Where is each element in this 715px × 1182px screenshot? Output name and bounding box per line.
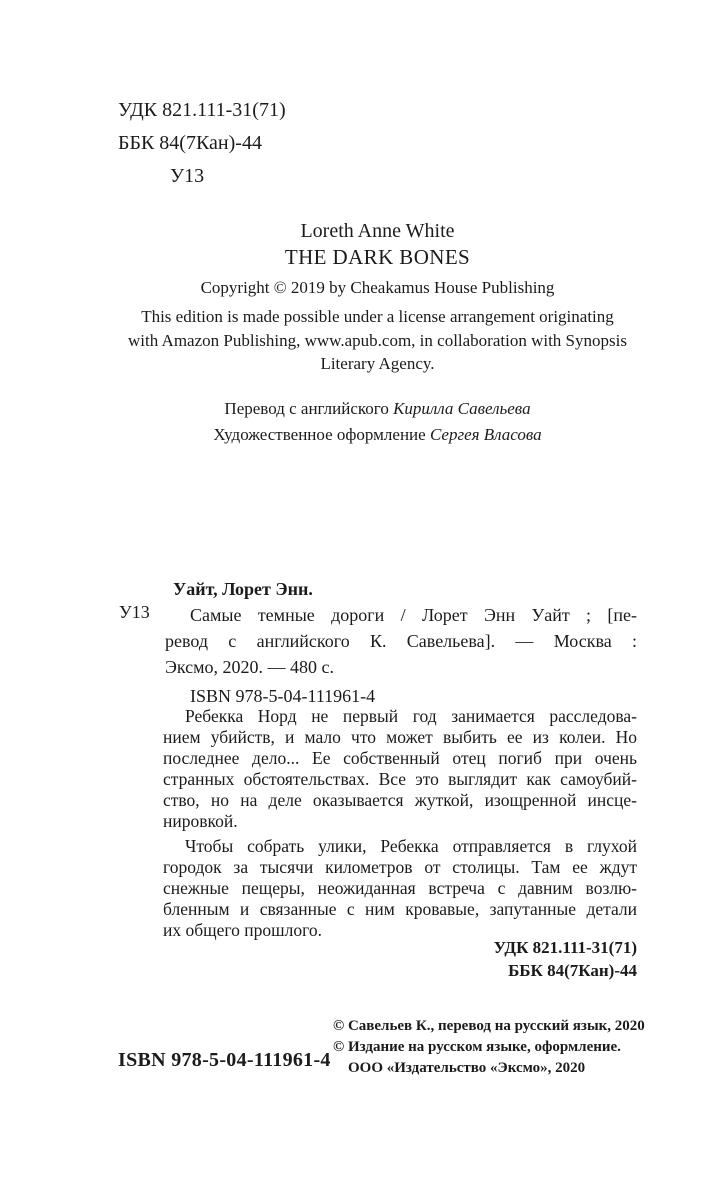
design-credit	[118, 422, 637, 448]
translation-label: Перевод с английского	[224, 399, 389, 418]
catalog-description-line: Эксмо, 2020. — 480 с.	[165, 657, 335, 677]
annotation-line: нием убийств, и мало что может выбить ее из колеи. Но	[163, 727, 637, 747]
annotation-line: снежные пещеры, неожиданная встреча с давним возлю-	[163, 878, 637, 898]
udc-code-bottom: УДК 821.111-31(71)	[493, 938, 637, 957]
annotation-line: последнее дело... Ее собственный отец погиб при очень	[163, 748, 637, 768]
license-line: This edition is made possible under a license arrangement originating	[141, 307, 614, 326]
author-sign-catalog: У13	[119, 602, 150, 622]
original-edition-block	[118, 218, 637, 376]
credits-block	[118, 396, 637, 448]
license-notice	[118, 305, 637, 376]
annotation-paragraph-1	[163, 706, 637, 832]
annotation-line: бленным и связанные с ним кровавые, запутанные детали	[163, 899, 637, 919]
original-author: Loreth Anne White	[300, 220, 455, 242]
original-title: THE DARK BONES	[284, 245, 471, 269]
annotation-paragraph-2	[163, 836, 637, 941]
copyright-translation: © Савельев К., перевод на русский язык, 2020	[333, 1018, 645, 1034]
bbk-code-top: ББК 84(7Кан)-44	[118, 132, 262, 154]
annotation-line: странных обстоятельствах. Все это выглядит как самоубий-	[163, 769, 637, 789]
catalog-author-heading: Уайт, Лорет Энн.	[173, 579, 313, 599]
license-line: with Amazon Publishing, www.apub.com, in collaboration with Synopsis	[128, 330, 627, 350]
annotation-line: их общего прошлого.	[163, 920, 322, 940]
annotation-line: ство, но на деле оказывается жуткой, изощренной инсце-	[163, 790, 637, 810]
annotation-line: Ребекка Норд не первый год занимается расследова-	[185, 706, 637, 726]
original-copyright: Copyright © 2019 by Cheakamus House Publishing	[200, 278, 555, 297]
annotation-block	[163, 706, 637, 941]
translation-credit	[118, 396, 637, 422]
annotation-line: Чтобы собрать улики, Ребекка отправляется в глухой	[185, 836, 637, 856]
classification-codes-top	[118, 94, 286, 193]
copyright-publisher: ООО «Издательство «Эксмо», 2020	[348, 1060, 586, 1076]
catalog-isbn: ISBN 978-5-04-111961-4	[190, 686, 376, 706]
bbk-code-bottom: ББК 84(7Кан)-44	[508, 961, 637, 980]
annotation-line: городок за тысячи километров от столицы. Там ее ждут	[163, 857, 637, 877]
catalog-description-line: Самые темные дороги / Лорет Энн Уайт ; [пе-	[190, 605, 637, 625]
footer-copyright-block	[333, 1016, 645, 1079]
catalog-description-line: ревод с английского К. Савельева]. — Москва :	[165, 631, 637, 651]
annotation-line: нировкой.	[163, 811, 238, 831]
classification-codes-bottom	[165, 936, 637, 982]
footer-isbn: ISBN 978-5-04-111961-4	[118, 1049, 331, 1071]
udc-code-top: УДК 821.111-31(71)	[118, 99, 286, 121]
design-label: Художественное оформление	[213, 425, 426, 444]
license-line: Literary Agency.	[320, 354, 435, 373]
translator-name: Кирилла Савельева	[393, 399, 531, 418]
copyright-edition: © Издание на русском языке, оформление.	[333, 1039, 621, 1055]
catalog-card	[165, 576, 637, 709]
designer-name: Сергея Власова	[429, 425, 542, 444]
author-sign-top: У13	[170, 165, 205, 187]
